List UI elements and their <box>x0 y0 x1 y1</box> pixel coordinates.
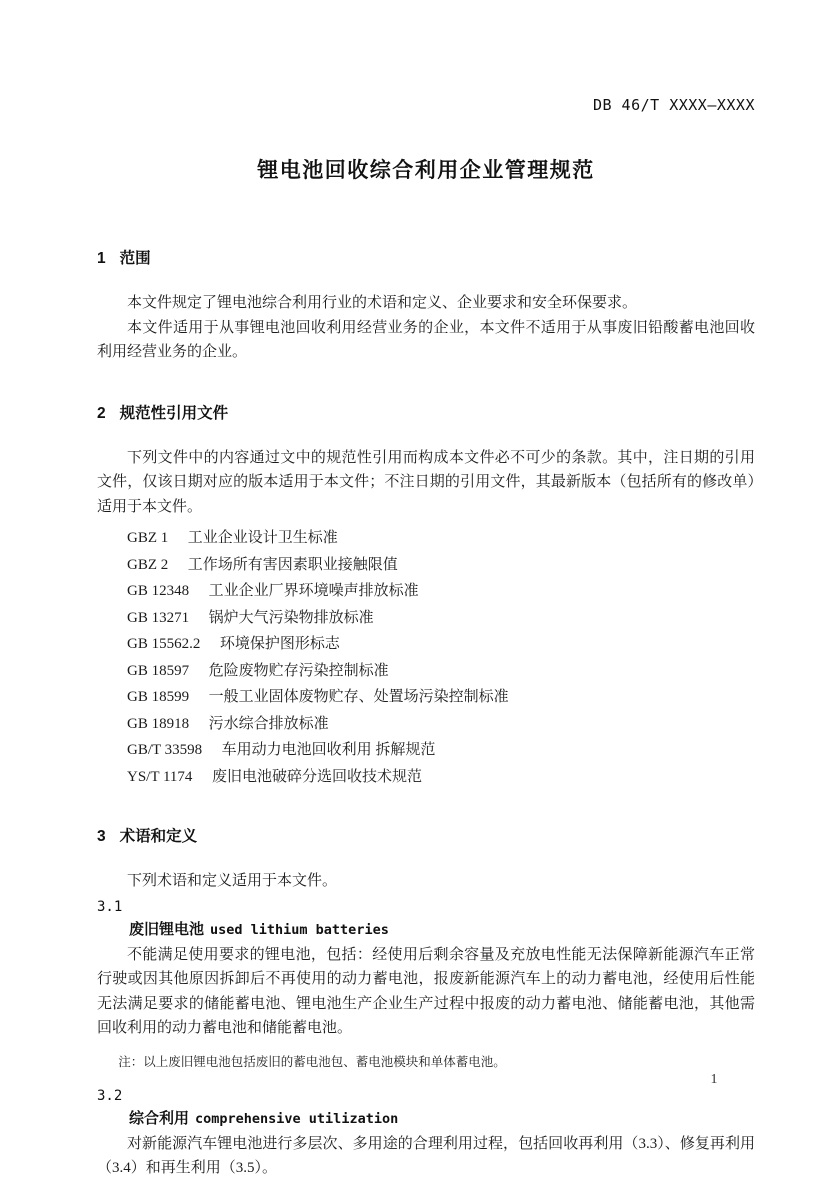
reference-code: YS/T 1174 <box>127 768 193 785</box>
reference-item <box>97 525 755 552</box>
reference-code: GB 18597 <box>127 662 190 679</box>
section-2-heading <box>97 401 755 423</box>
reference-title: 车用动力电池回收利用 拆解规范 <box>221 742 436 758</box>
reference-title: 污水综合排放标准 <box>208 715 329 732</box>
reference-code: GB 18918 <box>127 715 190 732</box>
reference-title: 工作场所有害因素职业接触限值 <box>187 556 398 573</box>
reference-title: 环境保护图形标志 <box>219 636 340 652</box>
reference-title: 工业企业厂界环境噪声排放标准 <box>208 583 419 599</box>
reference-code: GB 15562.2 <box>127 636 201 652</box>
term-entry-3-2 <box>97 1085 755 1181</box>
reference-code: GB/T 33598 <box>127 742 203 758</box>
reference-code: GB 18599 <box>127 689 190 705</box>
reference-item <box>97 605 755 632</box>
reference-item <box>97 578 755 605</box>
section-1-title: 范围 <box>119 250 151 267</box>
section-1-paragraph-1: 本文件规定了锂电池综合利用行业的术语和定义、企业要求和安全环保要求。 <box>127 295 638 311</box>
reference-item <box>97 684 755 711</box>
terms-intro: 下列术语和定义适用于本文件。 <box>127 873 338 889</box>
document-content <box>97 96 755 1181</box>
section-1-number: 1 <box>97 250 106 267</box>
reference-title: 废旧电池破碎分选回收技术规范 <box>211 768 422 785</box>
term-english: used lithium batteries <box>210 921 389 938</box>
reference-code: GBZ 2 <box>127 556 169 573</box>
reference-item <box>97 711 755 738</box>
term-definition: 不能满足使用要求的锂电池，包括：经使用后剩余容量及充放电性能无法保障新能源汽车正常行驶或因其他原因拆卸后不再使用的动力蓄电池，报废新能源汽车上的动力蓄电池，经使用后性能无法满足要求的储能蓄电池、锂电池生产企业生产过程中报废的动力蓄电池、储能蓄电池，其他需回收利用的动力蓄电池和储能蓄电池。 <box>97 946 755 1036</box>
reference-title: 危险废物贮存污染控制标准 <box>208 662 389 679</box>
normative-references-list <box>97 525 755 790</box>
term-definition: 对新能源汽车锂电池进行多层次、多用途的合理利用过程，包括回收再利用（3.3）、修复再利用（3.4）和再生利用（3.5）。 <box>97 1135 755 1176</box>
term-number: 3.2 <box>97 1087 123 1104</box>
section-3-number: 3 <box>97 828 106 845</box>
reference-title: 工业企业设计卫生标准 <box>187 530 338 546</box>
section-3-title: 术语和定义 <box>119 828 198 845</box>
reference-code: GBZ 1 <box>127 530 169 546</box>
document-title: 锂电池回收综合利用企业管理规范 <box>257 159 595 182</box>
reference-title: 锅炉大气污染物排放标准 <box>208 609 374 626</box>
section-1-paragraph-2: 本文件适用于从事锂电池回收利用经营业务的企业，本文件不适用于从事废旧铅酸蓄电池回收利用经营业务的企业。 <box>97 319 755 360</box>
section-2-title: 规范性引用文件 <box>119 404 229 422</box>
section-1-heading <box>97 246 755 268</box>
reference-item <box>97 631 755 658</box>
document-reference-code: DB 46/T XXXX—XXXX <box>592 96 755 114</box>
reference-code: GB 13271 <box>127 609 190 626</box>
reference-code: GB 12348 <box>127 583 190 599</box>
term-title-line <box>97 1107 755 1131</box>
section-2-intro: 下列文件中的内容通过文中的规范性引用而构成本文件必不可少的条款。其中，注日期的引用文件，仅该日期对应的版本适用于本文件；不注日期的引用文件，其最新版本（包括所有的修改单）适用于本文件。 <box>97 449 755 515</box>
reference-item <box>97 552 755 579</box>
term-title-line <box>97 918 755 942</box>
term-english: comprehensive utilization <box>195 1110 399 1127</box>
page-number: 1 <box>710 1072 718 1087</box>
term-chinese: 废旧锂电池 <box>129 920 205 938</box>
term-note: 注：以上废旧锂电池包括废旧的蓄电池包、蓄电池模块和单体蓄电池。 <box>118 1054 506 1069</box>
reference-item <box>97 658 755 685</box>
section-3-heading <box>97 824 755 846</box>
reference-item <box>97 764 755 791</box>
term-chinese: 综合利用 <box>129 1109 190 1127</box>
term-entry-3-1 <box>97 896 755 1071</box>
reference-item <box>97 737 755 764</box>
section-2-number: 2 <box>97 404 106 422</box>
term-number: 3.1 <box>97 898 123 915</box>
reference-title: 一般工业固体废物贮存、处置场污染控制标准 <box>208 689 509 705</box>
